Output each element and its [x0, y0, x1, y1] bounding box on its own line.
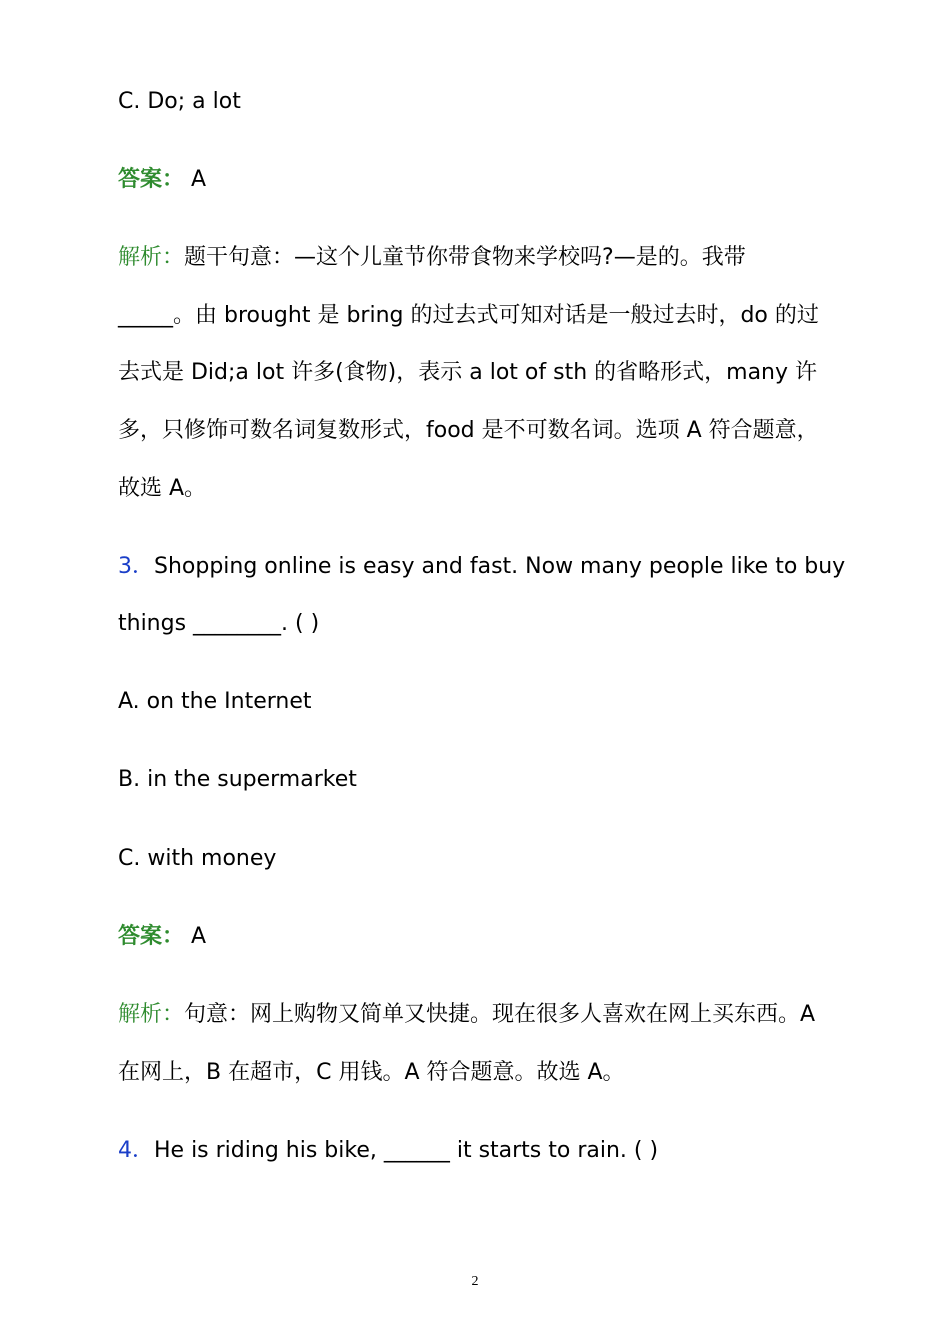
q2-answer	[118, 165, 206, 195]
q3-option-b: B. in the supermarket	[118, 767, 357, 792]
q3-analysis-line-1	[118, 1000, 815, 1030]
q3-option-a: A. on the Internet	[118, 689, 312, 714]
q2-answer-value: A	[191, 167, 207, 192]
q4-stem	[118, 1136, 658, 1166]
q2-analysis-line-2: _____。由 brought 是 bring 的过去式可知对话是一般过去时，do 的过	[118, 303, 819, 328]
q2-analysis-line-3: 去式是 Did;a lot 许多(食物)，表示 a lot of sth 的省略形式，many 许	[118, 360, 818, 385]
q3-option-c: C. with money	[118, 846, 277, 871]
q2-analysis-line-5: 故选 A。	[118, 476, 207, 501]
q3-answer-value: A	[191, 924, 207, 949]
q3-analysis-label: 解析：	[118, 1002, 185, 1027]
q3-answer-label: 答案：	[118, 924, 185, 949]
q2-analysis-line-4: 多，只修饰可数名词复数形式，food 是不可数名词。选项 A 符合题意，	[118, 418, 819, 443]
q4-number: 4．	[118, 1138, 154, 1163]
q2-analysis-line-1	[118, 243, 746, 273]
q3-stem-line-2: things ________. ( )	[118, 611, 320, 636]
q3-analysis-line-2: 在网上，B 在超市，C 用钱。A 符合题意。故选 A。	[118, 1060, 625, 1085]
q2-answer-label: 答案：	[118, 167, 185, 192]
q3-stem-line-1	[118, 552, 845, 582]
q3-answer	[118, 922, 206, 952]
q3-number: 3．	[118, 554, 154, 579]
q3-stem-text: Shopping online is easy and fast. Now many people like to buy	[154, 554, 846, 579]
q3-analysis-text: 句意：网上购物又简单又快捷。现在很多人喜欢在网上买东西。A	[184, 1002, 816, 1027]
q2-option-c: C. Do; a lot	[118, 89, 241, 114]
q2-analysis-label: 解析：	[118, 245, 185, 270]
page-number: 2	[471, 1274, 479, 1289]
q2-analysis-text: 题干句意：—这个儿童节你带食物来学校吗?—是的。我带	[184, 245, 746, 270]
q4-stem-text: He is riding his bike, ______ it starts to rain. ( )	[154, 1138, 659, 1163]
